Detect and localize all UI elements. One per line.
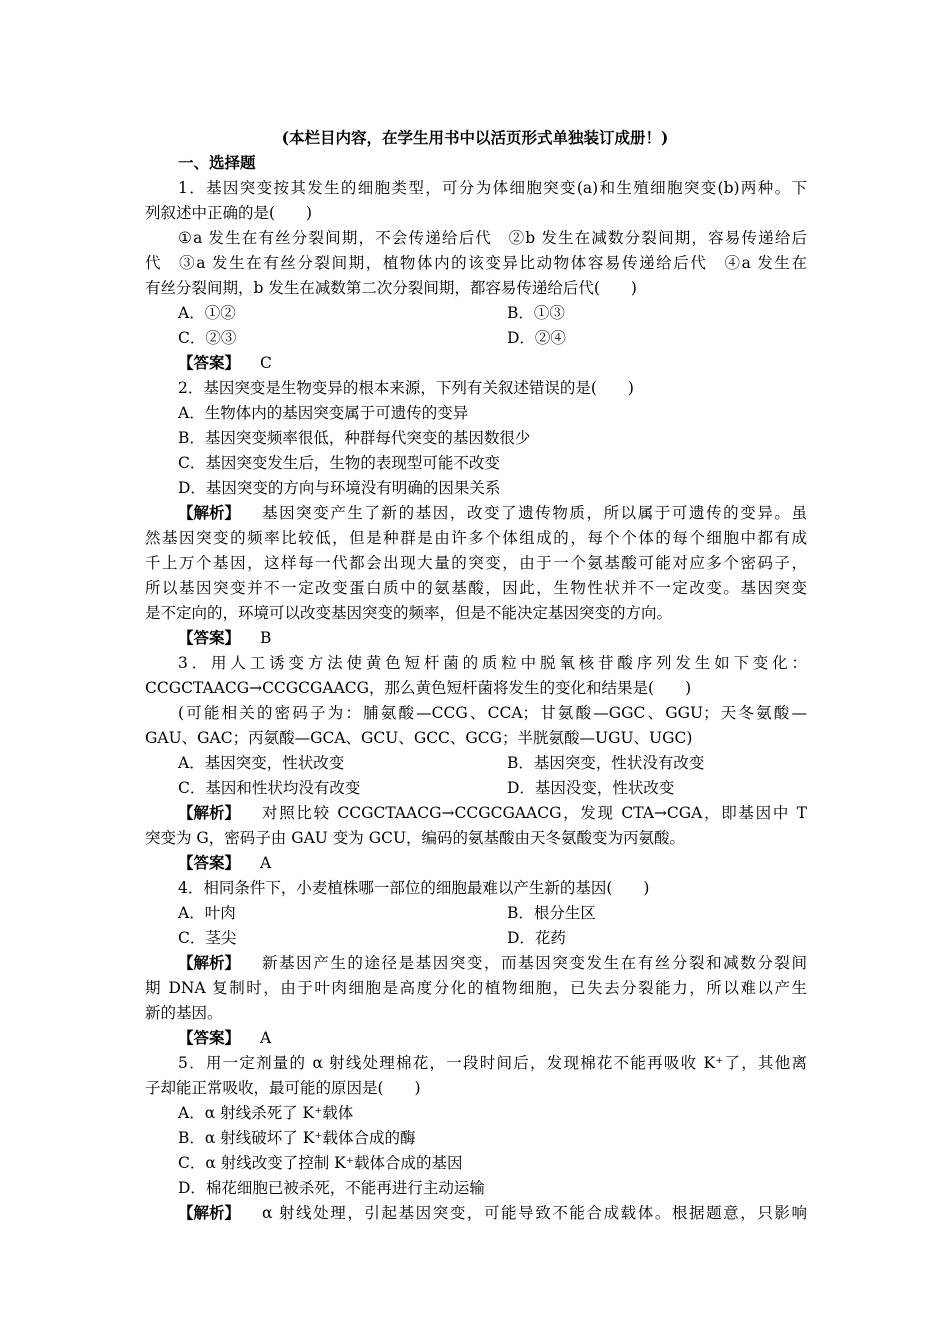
q3-stem-line1: 3．用人工诱变方法使黄色短杆菌的质粒中脱氧核苷酸序列发生如下变化： xyxy=(178,654,807,672)
q4-answer-label: 【答案】 xyxy=(178,1028,241,1047)
q2-answer: B xyxy=(260,629,272,647)
q2-analysis-line4: 所以基因突变并不一定改变蛋白质中的氨基酸，因此，生物性状并不一定改变。基因突变 xyxy=(145,579,807,597)
q3-option-b: B．基因突变，性状没有改变 xyxy=(507,754,705,772)
q1-items-line3: 有丝分裂间期，b 发生在减数第二次分裂间期，都容易传递给后代( ) xyxy=(145,279,637,297)
q5-stem-line2: 子却能正常吸收，最可能的原因是( ) xyxy=(145,1079,421,1097)
q2-analysis-line3: 千上万个基因，这样每一代都会出现大量的突变，由于一个氨基酸可能对应多个密码子， xyxy=(145,554,807,572)
q4-analysis-line3: 新的基因。 xyxy=(145,1004,223,1022)
q3-stem-line2: CCGCTAACG→CCGCGAACG，那么黄色短杆菌将发生的变化和结果是( ) xyxy=(145,679,692,697)
q3-note-line1: (可能相关的密码子为：脯氨酸—CCG、CCA；甘氨酸—GGC、GGU；天冬氨酸— xyxy=(178,704,807,722)
q5-analysis-line1: α 射线处理，引起基因突变，可能导致不能合成载体。根据题意，只影响 xyxy=(262,1204,807,1222)
q4-option-d: D．花药 xyxy=(507,929,566,947)
q1-option-a: A．①② xyxy=(178,304,236,322)
q2-option-d: D．基因突变的方向与环境没有明确的因果关系 xyxy=(178,479,501,497)
q1-stem-line2: 列叙述中正确的是( ) xyxy=(145,204,313,222)
q3-option-d: D．基因没变，性状改变 xyxy=(507,779,675,797)
q2-answer-label: 【答案】 xyxy=(178,628,241,647)
q4-option-b: B．根分生区 xyxy=(507,904,596,922)
q4-analysis-line2: 期 DNA 复制时，由于叶肉细胞是高度分化的植物细胞，已失去分裂能力，所以难以产生 xyxy=(145,979,807,997)
q5-option-d: D．棉花细胞已被杀死，不能再进行主动运输 xyxy=(178,1179,485,1197)
section-title: 一、选择题 xyxy=(178,153,256,172)
q3-option-c: C．基因和性状均没有改变 xyxy=(178,779,361,797)
q2-stem: 2．基因突变是生物变异的根本来源，下列有关叙述错误的是( ) xyxy=(178,379,634,397)
q1-items-line2: 代 ③a 发生在有丝分裂间期，植物体内的该变异比动物体容易传递给后代 ④a 发生在 xyxy=(145,254,807,272)
q5-analysis-label: 【解析】 xyxy=(178,1203,241,1222)
q5-option-b: B．α 射线破坏了 K⁺载体合成的酶 xyxy=(178,1129,416,1147)
q5-option-c: C．α 射线改变了控制 K⁺载体合成的基因 xyxy=(178,1154,463,1172)
q2-option-b: B．基因突变频率很低，种群每代突变的基因数很少 xyxy=(178,429,531,447)
q4-analysis-line1: 新基因产生的途径是基因突变，而基因突变发生在有丝分裂和减数分裂间 xyxy=(262,954,807,972)
q4-analysis-label: 【解析】 xyxy=(178,953,241,972)
q1-answer-label: 【答案】 xyxy=(178,353,241,372)
q2-analysis-label: 【解析】 xyxy=(178,503,241,522)
q5-stem-line1: 5．用一定剂量的 α 射线处理棉花，一段时间后，发现棉花不能再吸收 K⁺了，其他离 xyxy=(178,1054,807,1072)
q1-answer: C xyxy=(260,354,272,372)
q2-option-c: C．基因突变发生后，生物的表现型可能不改变 xyxy=(178,454,500,472)
q1-items-line1: ①a 发生在有丝分裂间期，不会传递给后代 ②b 发生在减数分裂间期，容易传递给后 xyxy=(178,229,807,247)
q3-analysis-line1: 对照比较 CCGCTAACG→CCGCGAACG，发现 CTA→CGA，即基因中 T xyxy=(262,804,807,822)
q3-answer-label: 【答案】 xyxy=(178,853,241,872)
header-note: (本栏目内容，在学生用书中以活页形式单独装订成册！) xyxy=(281,128,669,147)
q5-option-a: A．α 射线杀死了 K⁺载体 xyxy=(178,1104,354,1122)
q3-analysis-label: 【解析】 xyxy=(178,803,241,822)
q3-note-line2: GAU、GAC；丙氨酸—GCA、GCU、GCC、GCG；半胱氨酸—UGU、UGC) xyxy=(145,729,693,747)
q3-answer: A xyxy=(260,854,272,872)
q2-option-a: A．生物体内的基因突变属于可遗传的变异 xyxy=(178,404,469,422)
q4-answer: A xyxy=(260,1029,272,1047)
q2-analysis-line1: 基因突变产生了新的基因，改变了遗传物质，所以属于可遗传的变异。虽 xyxy=(262,504,807,522)
q4-stem: 4．相同条件下，小麦植株哪一部位的细胞最难以产生新的基因( ) xyxy=(178,879,650,897)
q3-analysis-line2: 突变为 G，密码子由 GAU 变为 GCU，编码的氨基酸由天冬氨酸变为丙氨酸。 xyxy=(145,829,686,847)
q4-option-a: A．叶肉 xyxy=(178,904,236,922)
q3-option-a: A．基因突变，性状改变 xyxy=(178,754,345,772)
q2-analysis-line5: 是不定向的，环境可以改变基因突变的频率，但是不能决定基因突变的方向。 xyxy=(145,604,673,622)
q2-analysis-line2: 然基因突变的频率比较低，但是种群是由许多个体组成的，每个个体的每个细胞中都有成 xyxy=(145,529,807,547)
q1-option-d: D．②④ xyxy=(507,329,566,347)
q1-option-b: B．①③ xyxy=(507,304,565,322)
q4-option-c: C．茎尖 xyxy=(178,929,237,947)
q1-option-c: C．②③ xyxy=(178,329,237,347)
q1-stem-line1: 1．基因突变按其发生的细胞类型，可分为体细胞突变(a)和生殖细胞突变(b)两种。下 xyxy=(178,179,807,197)
